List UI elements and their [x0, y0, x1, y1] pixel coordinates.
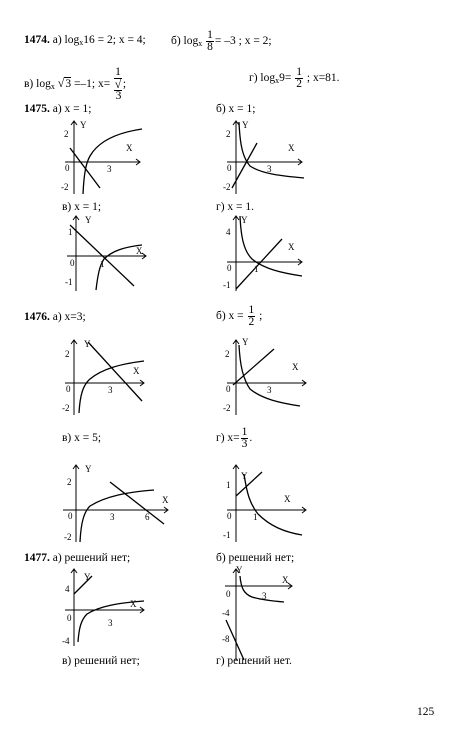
problem-1475-part-g: г) x = 1. — [216, 201, 255, 213]
tick-label: -2 — [62, 403, 70, 413]
graph-1477b — [222, 566, 302, 662]
subscript: x — [50, 82, 55, 92]
tick-label: 4 — [65, 584, 70, 594]
problem-1477-part-v: в) решений нет; — [62, 655, 140, 667]
origin-label: 0 — [227, 263, 232, 273]
text: =–1; x= — [73, 78, 111, 91]
tick-label: -2 — [64, 532, 72, 542]
denominator — [114, 79, 122, 102]
text: г) log — [249, 72, 276, 85]
tick-label: 2 — [225, 349, 230, 359]
tick-label: 3 — [108, 385, 113, 395]
numerator: 1 — [248, 304, 255, 316]
tick-label: 3 — [267, 164, 272, 174]
problem-number: 1474. — [24, 34, 50, 46]
x-label: X — [133, 366, 140, 376]
y-label: Y — [84, 339, 91, 349]
text: ; — [122, 78, 127, 91]
tick-label: 2 — [65, 349, 70, 359]
log-curve — [80, 490, 154, 542]
origin-label: 0 — [227, 163, 232, 173]
y-label: Y — [241, 215, 248, 225]
tick-label: 4 — [226, 227, 231, 237]
x-label: X — [292, 362, 299, 372]
origin-label: 0 — [70, 258, 75, 268]
fraction — [248, 305, 256, 328]
y-label: Y — [242, 337, 249, 347]
fraction — [114, 67, 122, 102]
text: а) log — [52, 34, 80, 46]
problem-1476-part-v: в) x = 5; — [62, 432, 102, 444]
tick-label: 3 — [267, 385, 272, 395]
text: ; — [259, 310, 263, 323]
text: = –3 ; x = 2; — [214, 35, 272, 48]
line — [236, 472, 262, 496]
tick-label: -1 — [65, 277, 73, 287]
tick-label: 1 — [253, 512, 258, 522]
y-label: Y — [80, 120, 87, 130]
text: б) log — [171, 35, 199, 48]
graph-1475v — [62, 213, 157, 293]
tick-label: -1 — [223, 530, 231, 540]
y-label: Y — [241, 471, 248, 481]
origin-label: 0 — [66, 384, 71, 394]
fraction — [241, 427, 249, 450]
y-label: Y — [85, 215, 92, 225]
x-label: X — [284, 494, 291, 504]
problem-1477-part-b: б) решений нет; — [216, 552, 295, 564]
numerator: 1 — [241, 426, 248, 438]
graph-1475a — [60, 118, 150, 196]
x-label: X — [288, 143, 295, 153]
tick-label: -2 — [223, 182, 231, 192]
numerator: 1 — [207, 29, 213, 41]
graph-1477a — [60, 566, 155, 648]
problem-1477-part-g: г) решений нет. — [216, 655, 292, 667]
problem-1476-part-a — [24, 311, 86, 324]
y-label: Y — [85, 464, 92, 474]
answer: а) x=3; — [52, 311, 86, 323]
graph-1476a — [60, 337, 155, 417]
sqrt-icon: √ — [114, 77, 122, 91]
tick-label: 3 — [110, 512, 115, 522]
problem-1475-part-b: б) x = 1; — [216, 103, 256, 115]
y-label: Y — [242, 120, 249, 130]
origin-label: 0 — [65, 163, 70, 173]
tick-label: 2 — [226, 129, 231, 139]
tick-label: 3 — [262, 591, 267, 601]
problem-1476-part-g — [216, 427, 252, 450]
text: б) x = — [216, 310, 247, 323]
graph-1476g — [222, 462, 317, 544]
text: в) log — [24, 78, 51, 91]
text: 9= — [279, 72, 292, 85]
radicand: 3 — [65, 78, 72, 91]
tick-label: -8 — [222, 634, 230, 644]
graph-1475g — [222, 213, 312, 293]
problem-1476-part-b — [216, 305, 262, 328]
x-label: X — [288, 242, 295, 252]
x-label: X — [130, 599, 137, 609]
problem-number: 1477. — [24, 552, 50, 564]
numerator: 1 — [296, 66, 302, 78]
x-label: X — [126, 143, 133, 153]
denominator: 2 — [296, 78, 302, 90]
problem-1477-part-a — [24, 552, 130, 565]
tick-label: 1 — [68, 227, 73, 237]
tick-label: 1 — [100, 259, 105, 269]
y-label: Y — [84, 572, 91, 582]
graph-1476v — [58, 462, 173, 544]
answer: а) решений нет; — [52, 552, 131, 564]
tick-label: 1 — [226, 480, 231, 490]
problem-1474-part-v — [24, 67, 126, 102]
log-curve — [244, 474, 302, 535]
sqrt-icon: √ — [57, 76, 65, 91]
radicand: 3 — [115, 90, 122, 102]
text: ; x=81. — [306, 72, 340, 85]
denominator: 2 — [248, 316, 255, 328]
tick-label: -2 — [223, 403, 231, 413]
origin-label: 0 — [68, 511, 73, 521]
origin-label: 0 — [67, 613, 72, 623]
log-curve — [239, 345, 300, 406]
problem-1475-part-a — [24, 103, 92, 116]
tick-label: 3 — [107, 164, 112, 174]
tick-label: 2 — [64, 129, 69, 139]
tick-label: -1 — [223, 280, 231, 290]
x-label: X — [136, 246, 143, 256]
tick-label: -4 — [62, 636, 70, 646]
tick-label: -2 — [61, 182, 69, 192]
text: г) x= — [216, 432, 240, 445]
problem-1475-part-v: в) x = 1; — [62, 201, 102, 213]
subscript: x — [275, 76, 280, 86]
line — [236, 239, 282, 289]
graph-1475b — [222, 118, 312, 196]
line — [110, 482, 164, 524]
y-label: Y — [236, 565, 243, 575]
fraction — [206, 30, 214, 53]
part-a — [53, 34, 146, 46]
tick-label: -4 — [222, 608, 230, 618]
tick-label: 3 — [108, 618, 113, 628]
origin-label: 0 — [226, 589, 231, 599]
tick-label: 1 — [254, 264, 259, 274]
problem-number: 1476. — [24, 311, 50, 323]
line — [74, 576, 92, 594]
tick-label: 2 — [67, 477, 72, 487]
origin-label: 0 — [226, 384, 231, 394]
text: . — [249, 432, 253, 445]
subscript: x — [198, 39, 203, 49]
page-number: 125 — [417, 706, 435, 718]
origin-label: 0 — [227, 511, 232, 521]
tick-label: 6 — [145, 512, 150, 522]
text: 16 = 2; x = 4; — [83, 34, 146, 46]
denominator: 3 — [241, 438, 248, 450]
problem-1474-part-b — [171, 30, 272, 53]
denominator: 8 — [207, 41, 213, 53]
numerator: 1 — [115, 66, 121, 78]
x-label: X — [162, 495, 169, 505]
fraction — [295, 67, 303, 90]
problem-number: 1475. — [24, 103, 50, 115]
problem-1474-line1 — [24, 34, 146, 49]
answer: а) x = 1; — [52, 103, 92, 115]
problem-1474-part-g — [249, 67, 340, 90]
graph-1476b — [222, 337, 317, 417]
x-label: X — [282, 575, 289, 585]
subscript: x — [79, 38, 84, 47]
